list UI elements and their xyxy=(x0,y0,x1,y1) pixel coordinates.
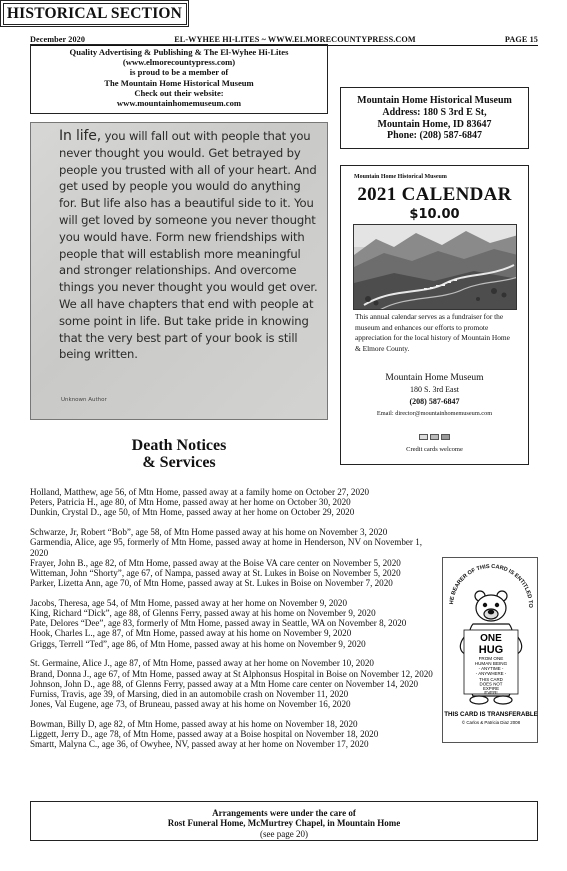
calendar-title: 2021 CALENDAR xyxy=(357,184,512,205)
ad-link[interactable]: www.mountainhomemuseum.com xyxy=(116,98,242,109)
notice-item: Furniss, Travis, age 39, of Marsing, died in an automobile crash on November 11, 2020 xyxy=(30,688,349,699)
publication-name: EL-WYHEE HI-LITES ~ WWW.ELMORECOUNTYPRESS.COM xyxy=(174,35,416,44)
hug-arc-text: HE BEARER OF THIS CARD IS ENTITLED TO xyxy=(448,563,534,608)
credit-card-icon xyxy=(419,434,428,440)
notice-item: Parker, Lizetta Ann, age 70, of Mtn Home, passed away at St. Lukes in Boise on November 7, 2020 xyxy=(30,578,393,589)
hug-card-line: EXPIRE xyxy=(482,686,500,691)
hug-one: ONE xyxy=(480,633,502,644)
notice-group xyxy=(30,487,435,518)
death-notices-title-line1: Death Notices xyxy=(131,437,227,454)
quote-lead: In life, xyxy=(59,128,102,144)
notice-item: Holland, Matthew, age 56, of Mtn Home, passed away at a family home on October 27, 2020 xyxy=(30,487,370,497)
arrangements-line2: Rost Funeral Home, McMurtrey Chapel, in Mountain Home xyxy=(167,818,401,829)
hug-from: FROM ONE xyxy=(478,656,504,661)
ad-line: Quality Advertising & Publishing & The El-Wyhee Hi-Lites xyxy=(69,47,289,57)
hug-copyright: © Carlos & Patricia Diaz 2008 xyxy=(461,720,521,725)
notice-item: St. Germaine, Alice J., age 87, of Mtn Home, passed away at her home on November 10, 2020 xyxy=(30,658,374,669)
notice-item: Brand, Donna J., age 67, of Mtn Home, passed away at St Alphonsus Hospital in Boise on November 12, 2020 xyxy=(30,668,433,679)
notice-item: Smartt, Malyna C., age 36, of Owyhee, NV, passed away at her home on November 17, 2020 xyxy=(30,739,369,750)
hug-transferable: THIS CARD IS TRANSFERABLE xyxy=(444,711,538,718)
contact-address: 180 S. 3rd East xyxy=(410,385,459,394)
hug-card xyxy=(442,557,538,743)
hug-card-line: THIS CARD xyxy=(479,677,503,682)
notice-group xyxy=(30,658,435,709)
calendar-contact xyxy=(341,372,528,420)
death-notices-title xyxy=(30,437,328,471)
notice-group xyxy=(30,527,435,588)
ad-line: is proud to be a member of xyxy=(129,67,229,78)
mountain-valley-photo xyxy=(353,224,517,310)
hug-card-line: EVER! xyxy=(484,690,498,695)
notice-item: Dunkin, Crystal D., age 50, of Mtn Home, passed away at her home on October 29, 2020 xyxy=(30,507,355,518)
notice-item: Pate, Delores “Dee”, age 83, formerly of Mtn Home, passed away in Seattle, WA on November 8, 2020 xyxy=(30,618,407,629)
notice-item: Garmendia, Alice, age 95, formerly of Mtn Home, passed away at home in Henderson, NV on November 1, 2020 xyxy=(30,537,423,558)
hug-anytime: - ANYTIME - xyxy=(478,666,504,671)
ad-line: Check out their website: xyxy=(134,87,224,98)
arrangements-line1: Arrangements were under the care of xyxy=(212,808,356,818)
arrangements-box xyxy=(30,801,538,841)
credit-cards-text: Credit cards welcome xyxy=(406,446,463,453)
calendar-description: This annual calendar serves as a fundraiser for the museum and enhances our efforts to promote appreciation for the local history of Mountain Home & Elmore County. xyxy=(355,312,510,353)
notice-item: Schwarze, Jr, Robert “Bob”, age 58, of Mtn Home passed away at his home on November 3, 2020 xyxy=(30,527,388,538)
credit-card-icons xyxy=(341,434,528,440)
contact-email[interactable]: Email: director@mountainhomemuseum.com xyxy=(376,410,493,417)
notice-item: Hook, Charles L., age 87, of Mtn Home, passed away at his home on November 9, 2020 xyxy=(30,628,352,639)
arrangements-line3: (see page 20) xyxy=(260,828,308,839)
contact-phone: (208) 587-6847 xyxy=(409,397,460,406)
issue-date: December 2020 xyxy=(30,35,86,44)
notice-item: Jones, Val Eugene, age 73, of Bruneau, passed away at his home on November 16, 2020 xyxy=(30,699,351,710)
section-title: HISTORICAL SECTION xyxy=(3,3,187,25)
notice-item: Bowman, Billy D, age 82, of Mtn Home, passed away at his home on November 18, 2020 xyxy=(30,718,358,729)
quote-text xyxy=(59,128,319,363)
ad-link[interactable]: (www.elmorecountypress.com) xyxy=(122,57,236,68)
notice-item: Liggett, Jerry D., age 78, of Mtn Home, passed away at a Boise hospital on November 18, 2020 xyxy=(30,729,379,740)
death-notices-list xyxy=(30,487,435,759)
museum-address-box xyxy=(340,87,529,149)
museum-name: Mountain Home Historical Museum xyxy=(357,95,512,106)
notice-item: King, Richard “Dick”, age 88, of Glenns Ferry, passed away at his home on November 9, 2020 xyxy=(30,608,376,619)
museum-address-line1: Address: 180 S 3rd E St, xyxy=(382,106,487,118)
ad-line: The Mountain Home Historical Museum xyxy=(104,77,254,88)
hug-card-illustration xyxy=(443,558,539,744)
notice-item: Frayer, John B., age 82, of Mtn Home, passed away at the Boise VA care center on November 5, 2020 xyxy=(30,557,401,568)
credit-card-icon xyxy=(430,434,439,440)
notice-item: Witteman, John “Shorty”, age 67, of Nampa, passed away at St. Lukes in Boise on November 5, 2020 xyxy=(30,567,401,578)
page-number: PAGE 15 xyxy=(504,35,538,44)
quote-author: Unknown Author xyxy=(61,397,107,403)
museum-phone: Phone: (208) 587-6847 xyxy=(387,130,482,142)
calendar-org: Mountain Home Historical Museum xyxy=(354,174,447,180)
notice-group xyxy=(30,719,435,750)
museum-address-line2: Mountain Home, ID 83647 xyxy=(377,118,492,130)
hug-card-line: DOES NOT xyxy=(479,681,503,687)
mountain-valley-illustration xyxy=(354,225,517,310)
membership-ad xyxy=(30,44,328,114)
quote-image xyxy=(30,122,328,420)
notice-item: Johnson, John D., age 88, of Glenns Ferry, passed away at a Mtn Home care center on November 14, 2020 xyxy=(30,678,419,689)
hug-anywhere: - ANYWHERE - xyxy=(475,671,507,676)
calendar-ad xyxy=(340,165,529,465)
contact-name: Mountain Home Museum xyxy=(385,373,484,383)
death-notices-title-line2: & Services xyxy=(142,454,216,471)
notice-group xyxy=(30,598,435,649)
notice-item: Griggs, Terrell “Ted”, age 86, of Mtn Home, passed away at his home on November 9, 2020 xyxy=(30,638,366,649)
notice-item: Jacobs, Theresa, age 54, of Mtn Home, passed away at her home on November 9, 2020 xyxy=(30,597,348,608)
hug-word: HUG xyxy=(478,644,504,656)
credit-card-icon xyxy=(441,434,450,440)
calendar-price: $10.00 xyxy=(409,207,460,222)
section-title-box xyxy=(0,0,189,27)
quote-body: you will fall out with people that you never thought you would. Get betrayed by people you trusted with all of your heart. And get used by people you would do anything for. But life also has a beautiful side to it. You will get loved by someone you never thought you would have. Form new friendships with people that will establish more meaningful and stronger relationships. And overcome things you never thought you would get over. We all have chapters that end with people at some point in life. But take pride in knowing that the very best part of your book is still being written. xyxy=(59,129,318,362)
notice-item: Peters, Patricia H., age 80, of Mtn Home, passed away at her home on October 30, 2020 xyxy=(30,497,351,508)
hug-human: HUMAN BEING xyxy=(474,661,508,666)
